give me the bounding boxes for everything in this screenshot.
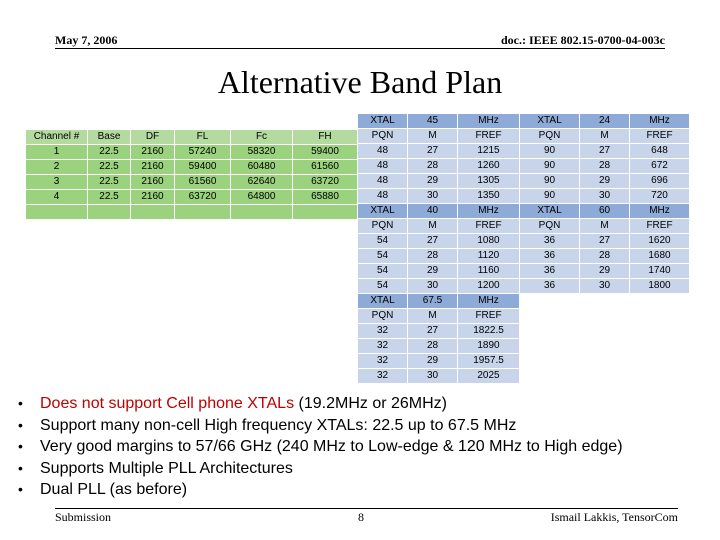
table-cell: 36 [520,234,580,249]
table-cell: 27 [580,234,630,249]
table-cell: 22.5 [88,145,131,160]
table-cell: 28 [580,249,630,264]
table-row [26,175,358,190]
table-cell: 32 [358,354,408,369]
table-cell: 672 [630,159,690,174]
table-row [358,234,690,249]
table-header-cell: FL [175,130,231,145]
table-cell: 696 [630,174,690,189]
table-header-cell: XTAL [358,114,408,129]
table-cell: 60480 [231,160,293,175]
table-header-cell: MHz [630,114,690,129]
table-cell: 1120 [458,249,520,264]
bullet-marker: • [18,481,23,497]
table-row [358,174,690,189]
table-cell: 30 [580,279,630,294]
table-header-cell: M [408,129,458,144]
table-cell: 36 [520,279,580,294]
xtal-row [358,294,520,309]
table-header-cell: PQN [358,129,408,144]
table-header-cell: M [580,219,630,234]
slide-title: Alternative Band Plan [217,64,503,100]
table-cell: 1620 [630,234,690,249]
table-row [358,144,690,159]
table-header-cell: MHz [458,114,520,129]
table-row [358,264,690,279]
bullet-marker: • [18,438,23,454]
table-cell: 1822.5 [458,324,520,339]
bullet-text: Support many non-cell High frequency XTALs: 22.5 up to 67.5 MHz [40,416,517,434]
table-header-cell: MHz [630,204,690,219]
table-cell: 65880 [293,190,358,205]
table-cell: 3 [26,175,88,190]
table-cell: 59400 [175,160,231,175]
table-header-cell: FREF [630,129,690,144]
table-header-cell: 40 [408,204,458,219]
bullet-marker: • [18,395,23,411]
bullet-text: Dual PLL (as before) [40,481,188,498]
table-header-cell: MHz [458,204,520,219]
list-item [18,458,708,480]
table-cell: 1680 [630,249,690,264]
table-row-empty [26,205,358,220]
table-cell: 1305 [458,174,520,189]
table-row [358,339,520,354]
table-row [358,369,520,384]
table-cell: 90 [520,189,580,204]
table-cell: 54 [358,249,408,264]
table-cell: 1160 [458,264,520,279]
table-cell: 28 [408,339,458,354]
table-cell: 2160 [131,175,175,190]
table-row [358,189,690,204]
table-header-cell: XTAL [358,294,408,309]
table-cell: 22.5 [88,190,131,205]
table-header-cell: XTAL [520,114,580,129]
table-header-cell: M [408,309,458,324]
bullet-marker: • [18,416,23,433]
table-cell: 29 [580,264,630,279]
table-cell: 1260 [458,159,520,174]
table-cell: 1890 [458,339,520,354]
table-cell: 61560 [175,175,231,190]
table-cell: 29 [408,264,458,279]
table-cell: 1 [26,145,88,160]
table-header-cell: Channel # [26,130,88,145]
header-doc-id: doc.: IEEE 802.15-0700-04-003c [501,33,665,47]
table-cell: 4 [26,190,88,205]
table-cell: 2160 [131,160,175,175]
table-cell: 61560 [293,160,358,175]
table-header-cell: Base [88,130,131,145]
table-cell: 2025 [458,369,520,384]
table-header-cell: 67.5 [408,294,458,309]
table-header-cell: 24 [580,114,630,129]
footer-author: Ismail Lakkis, TensorCom [550,510,678,524]
table-header-cell: FREF [458,219,520,234]
table-cell: 90 [520,144,580,159]
table-header-cell: DF [131,130,175,145]
bullet-list [18,393,708,501]
table-cell: 29 [408,354,458,369]
table-cell: 48 [358,189,408,204]
table-cell: 57240 [175,145,231,160]
table-row [358,279,690,294]
table-cell: 30 [580,189,630,204]
table-cell: 1215 [458,144,520,159]
table-header-cell: PQN [520,129,580,144]
table-cell: 54 [358,264,408,279]
bullet-text: Very good margins to 57/66 GHz (240 MHz to Low-edge & 120 MHz to High edge) [40,438,623,455]
table-header-cell: FREF [458,129,520,144]
table-cell: 28 [408,159,458,174]
table-header-cell: M [580,129,630,144]
table-row [26,190,358,205]
bullet-text: Supports Multiple PLL Architectures [40,459,293,477]
table-cell: 32 [358,339,408,354]
table-cell: 22.5 [88,175,131,190]
table-cell: 1800 [630,279,690,294]
footer-rule [55,508,678,509]
list-item [18,436,708,458]
table-cell: 90 [520,174,580,189]
table-cell: 30 [408,369,458,384]
table-cell: 64800 [231,190,293,205]
table-cell: 59400 [293,145,358,160]
table-header-cell: FREF [458,309,520,324]
table-cell: 1350 [458,189,520,204]
table-cell: 720 [630,189,690,204]
table-header-cell: PQN [358,309,408,324]
table-header-cell: PQN [358,219,408,234]
table-row [358,354,520,369]
pll-table-45-24 [357,113,690,294]
table-cell: 2160 [131,145,175,160]
list-item [18,415,708,437]
bullet-marker: • [18,459,23,476]
bullet-text: (19.2MHz or 26MHz) [294,395,447,412]
xtal-row [358,204,690,219]
bullet-text-highlight: Does not support Cell phone XTALs [40,395,295,412]
table-cell: 36 [520,249,580,264]
table-cell: 30 [408,189,458,204]
table-cell: 58320 [231,145,293,160]
table-row [358,324,520,339]
table-header-cell: 45 [408,114,458,129]
table-cell: 1080 [458,234,520,249]
table-cell: 27 [408,324,458,339]
table-cell: 54 [358,234,408,249]
table-header-cell: XTAL [358,204,408,219]
table-header-cell: MHz [458,294,520,309]
table-cell: 27 [408,234,458,249]
page-number: 8 [358,510,364,524]
table-cell: 2160 [131,190,175,205]
table-header-cell: FREF [630,219,690,234]
header-rule [55,48,665,49]
table-header-row [358,309,520,324]
footer-submission: Submission [55,510,112,524]
table-cell: 32 [358,324,408,339]
table-cell: 28 [580,159,630,174]
table-cell: 29 [580,174,630,189]
table-header-cell: XTAL [520,204,580,219]
table-row [358,159,690,174]
table-cell: 63720 [175,190,231,205]
table-cell: 29 [408,174,458,189]
table-cell: 62640 [231,175,293,190]
table-cell: 1740 [630,264,690,279]
table-cell: 27 [580,144,630,159]
list-item [18,393,708,415]
table-cell: 54 [358,279,408,294]
table-header-cell: Fc [231,130,293,145]
pll-table-67-5 [357,293,520,384]
table-cell: 63720 [293,175,358,190]
table-cell: 22.5 [88,160,131,175]
table-cell: 28 [408,249,458,264]
table-cell: 36 [520,264,580,279]
table-row [26,160,358,175]
channel-table-header [26,130,358,145]
xtal-row [358,114,690,129]
table-header-row [358,129,690,144]
table-row [26,145,358,160]
table-cell: 1200 [458,279,520,294]
table-cell: 32 [358,369,408,384]
table-header-cell: 60 [580,204,630,219]
table-cell: 90 [520,159,580,174]
table-cell: 30 [408,279,458,294]
table-row [358,249,690,264]
table-cell: 648 [630,144,690,159]
header-date: May 7, 2006 [55,33,118,47]
table-header-cell: PQN [520,219,580,234]
table-cell: 48 [358,144,408,159]
table-cell: 1957.5 [458,354,520,369]
table-cell: 2 [26,160,88,175]
table-header-row [358,219,690,234]
table-header-cell: M [408,219,458,234]
table-cell: 27 [408,144,458,159]
list-item [18,479,708,501]
table-header-cell: FH [293,130,358,145]
table-cell: 48 [358,159,408,174]
channel-table [25,129,358,220]
table-cell: 48 [358,174,408,189]
